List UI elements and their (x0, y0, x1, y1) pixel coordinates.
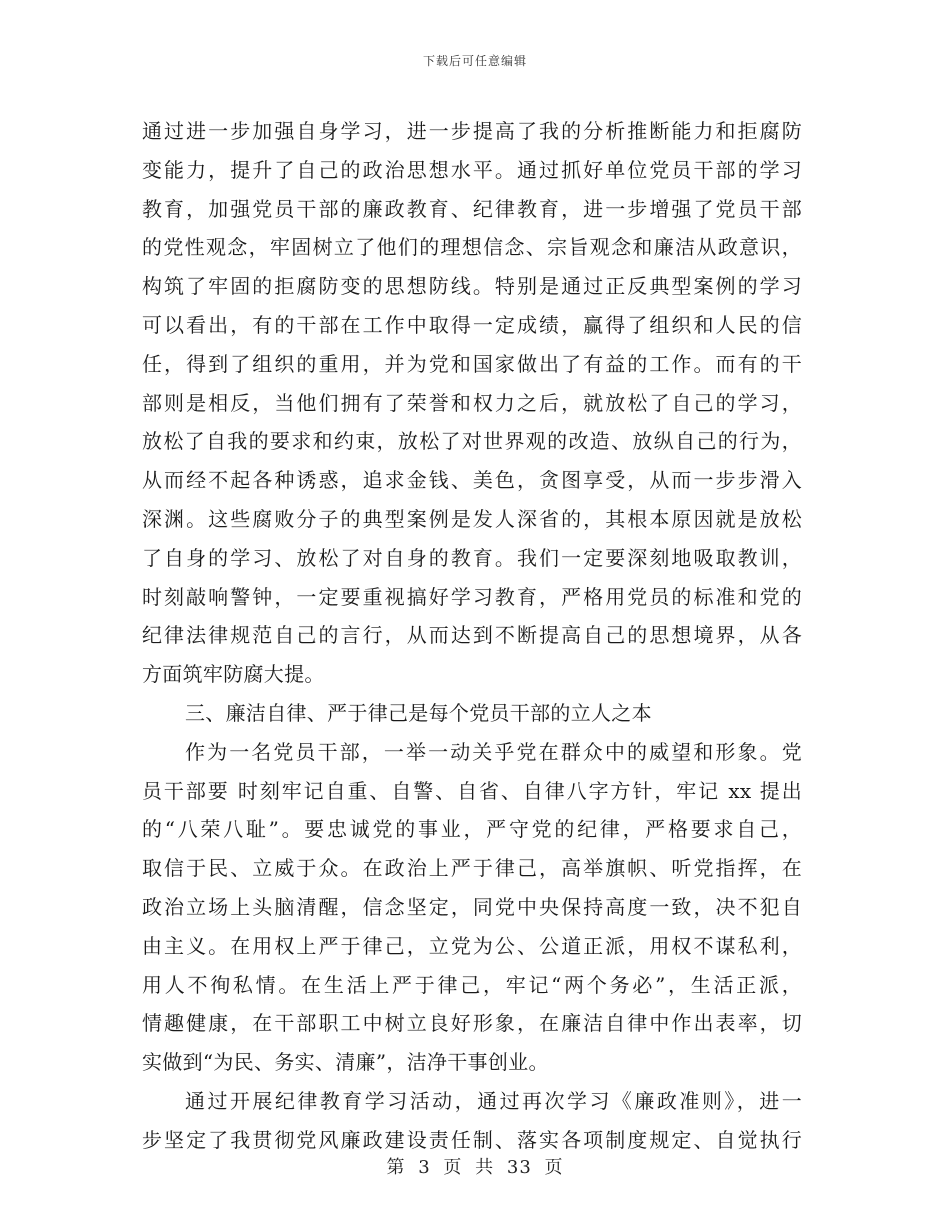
text-line: 用人不徇私情。在生活上严于律己，牢记“两个务必”，生活正派， (142, 972, 802, 997)
text-line: 通过进一步加强自身学习，进一步提高了我的分析推断能力和拒腐防 (142, 119, 802, 143)
text-line: 部则是相反，当他们拥有了荣誉和权力之后，就放松了自己的学习， (142, 390, 802, 415)
footer-total-pages: 33 (506, 1157, 532, 1178)
text-line: 放松了自我的要求和约束，放松了对世界观的改造、放纵自己的行为， (142, 429, 802, 454)
footer-total-unit: 页 (544, 1157, 564, 1178)
text-line: 作为一名党员干部，一举一动关乎党在群众中的威望和形象。党 (185, 739, 802, 764)
text-line: 变能力，提升了自己的政治思想水平。通过抓好单位党员干部的学习 (142, 157, 802, 182)
footer-total-label: 共 (475, 1157, 495, 1178)
footer-page-label: 第 (386, 1157, 406, 1178)
text-line: 步坚定了我贯彻党风廉政建设责任制、落实各项制度规定、自觉执行 (142, 1127, 802, 1152)
text-line: 的党性观念，牢固树立了他们的理想信念、宗旨观念和廉洁从政意识， (142, 235, 802, 260)
page-header-note: 下载后可任意编辑 (422, 54, 527, 68)
page-footer (0, 1153, 950, 1179)
text-line: 取信于民、立威于众。在政治上严于律己，高举旗帜、听党指挥，在 (142, 856, 802, 881)
text-line: 员干部要 时刻牢记自重、自警、自省、自律八字方针，牢记 xx 提出 (142, 778, 802, 803)
footer-current-page: 3 (418, 1157, 431, 1178)
document-body (142, 112, 802, 1160)
text-line: 可以看出，有的干部在工作中取得一定成绩，赢得了组织和人民的信 (142, 312, 802, 337)
text-line: 三、廉洁自律、严于律己是每个党员干部的立人之本 (185, 700, 652, 725)
text-line: 政治立场上头脑清醒，信念坚定，同党中央保持高度一致，决不犯自 (142, 894, 802, 919)
footer-page-unit: 页 (443, 1157, 463, 1178)
text-line: 实做到“为民、务实、清廉”，洁净干事创业。 (142, 1050, 549, 1075)
text-line: 深渊。这些腐败分子的典型案例是发人深省的，其根本原因就是放松 (142, 506, 802, 531)
text-line: 了自身的学习、放松了对自身的教育。我们一定要深刻地吸取教训， (142, 545, 802, 570)
text-line: 的“八荣八耻”。要忠诚党的事业，严守党的纪律，严格要求自己， (142, 817, 802, 842)
text-line: 情趣健康，在干部职工中树立良好形象，在廉洁自律中作出表率，切 (142, 1011, 802, 1036)
text-line: 时刻敲响警钟，一定要重视搞好学习教育，严格用党员的标准和党的 (142, 584, 802, 609)
text-line: 教育，加强党员干部的廉政教育、纪律教育，进一步增强了党员干部 (142, 196, 802, 221)
text-line: 由主义。在用权上严于律己，立党为公、公道正派，用权不谋私利， (142, 933, 802, 958)
text-line: 方面筑牢防腐大提。 (142, 662, 325, 687)
text-line: 任，得到了组织的重用，并为党和国家做出了有益的工作。而有的干 (142, 351, 802, 376)
text-line: 通过开展纪律教育学习活动，通过再次学习《廉政准则》，进一 (185, 1088, 802, 1113)
text-line: 构筑了牢固的拒腐防变的思想防线。特别是通过正反典型案例的学习 (142, 274, 802, 299)
text-line: 纪律法律规范自己的言行，从而达到不断提高自己的思想境界，从各 (142, 623, 802, 648)
text-line: 从而经不起各种诱惑，追求金钱、美色，贪图享受，从而一步步滑入 (142, 468, 802, 493)
